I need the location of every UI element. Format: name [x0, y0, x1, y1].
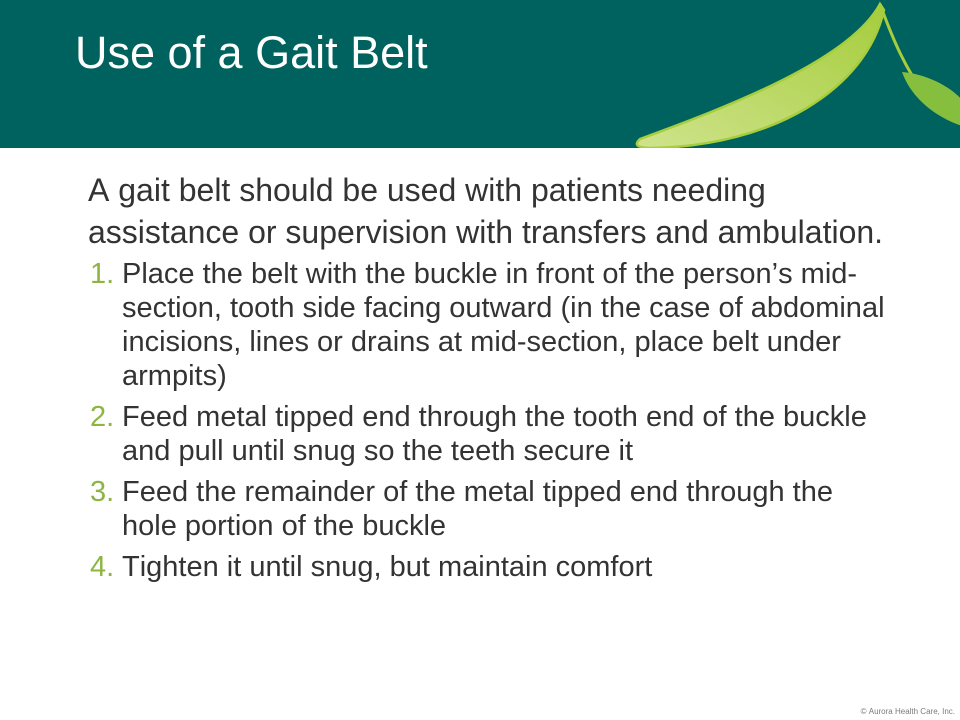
slide-header: [0, 0, 960, 148]
intro-paragraph: A gait belt should be used with patients needing assistance or supervision with transfers and ambulation.: [88, 172, 884, 250]
list-item: [90, 475, 904, 543]
copyright-footer: © Aurora Health Care, Inc.: [860, 707, 955, 716]
logo-crescent: [637, 4, 884, 148]
step-number: 4.: [90, 551, 115, 583]
logo-leaf: [902, 72, 960, 126]
slide-title: Use of a Gait Belt: [75, 27, 428, 78]
step-text: Feed metal tipped end through the tooth end of the buckle and pull until snug so the teeth secure it: [122, 401, 867, 467]
list-item: [90, 400, 904, 468]
step-text: Place the belt with the buckle in front of the person’s mid-section, tooth side facing outward (in the case of abdominal incisions, lines or drains at mid-section, place belt under armpits): [122, 258, 885, 392]
list-item: [90, 550, 904, 584]
step-number: 3.: [90, 476, 115, 508]
slide-body: [88, 169, 904, 584]
step-text: Feed the remainder of the metal tipped end through the hole portion of the buckle: [122, 476, 833, 542]
logo-swoosh-icon: [620, 0, 960, 148]
steps-list: [90, 257, 904, 584]
step-number: 1.: [90, 258, 115, 290]
step-number: 2.: [90, 401, 115, 433]
step-text: Tighten it until snug, but maintain comfort: [122, 551, 653, 583]
list-item: [90, 257, 904, 393]
